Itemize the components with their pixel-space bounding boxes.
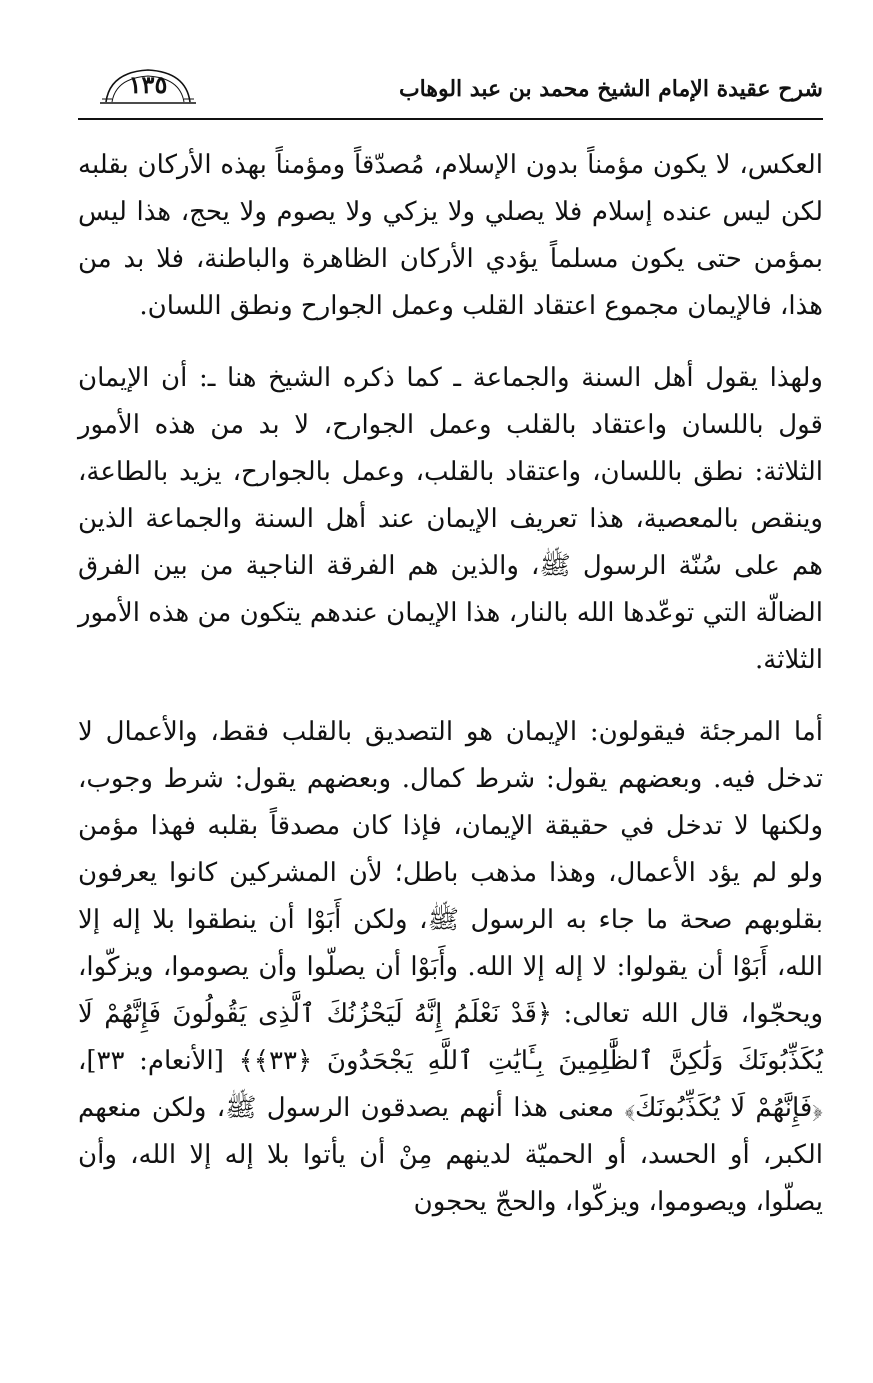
running-header: [78, 62, 823, 120]
page-number-ornament: [100, 64, 196, 106]
header-rule: [78, 118, 823, 120]
running-header-title: شرح عقيدة الإمام الشيخ محمد بن عبد الوهاب: [398, 76, 823, 102]
body-text: [78, 142, 823, 1226]
paragraph-1: العكس، لا يكون مؤمناً بدون الإسلام، مُصدّقاً ومؤمناً بهذه الأركان بقلبه لكن ليس عنده إسلام فلا يصلي ولا يزكي ولا يصوم ولا يحج، هذا ليس بمؤمن حتى يكون مسلماً يؤدي الأركان الظاهرة والباطنة، فلا بد من هذا، فالإيمان مجموع اعتقاد القلب وعمل الجوارح ونطق اللسان.: [78, 150, 823, 321]
page-number: ١٣٥: [128, 70, 168, 99]
paragraph-3: أما المرجئة فيقولون: الإيمان هو التصديق بالقلب فقط، والأعمال لا تدخل فيه. وبعضهم يقول: شرط كمال. وبعضهم يقول: شرط وجوب، ولكنها لا تدخل في حقيقة الإيمان، فإذا كان مصدقاً بقلبه فهذا مؤمن ولو لم يؤد الأعمال، وهذا مذهب باطل؛ لأن المشركين كانوا يعرفون بقلوبهم صحة ما جاء به الرسول ﷺ، ولكن أَبَوْا أن ينطقوا بلا إله إلا الله، أَبَوْا أن يقولوا: لا إله إلا الله. وأَبَوْا أن يصلّوا وأن يصوموا، ويزكّوا، ويحجّوا، قال الله تعالى: ﴿قَدْ نَعْلَمُ إِنَّهُ لَيَحْزُنُكَ ٱلَّذِى يَقُولُونَ فَإِنَّهُمْ لَا يُكَذِّبُونَكَ وَلَٰكِنَّ ٱلظَّٰلِمِينَ بِـَٔايَٰتِ ٱللَّهِ يَجْحَدُونَ ﴿٣٣﴾﴾ [الأنعام: ٣٣]، ﴿فَإِنَّهُمْ لَا يُكَذِّبُونَكَ﴾ معنى هذا أنهم يصدقون الرسول ﷺ، ولكن منعهم الكبر، أو الحسد، أو الحميّة لدينهم مِنْ أن يأتوا بلا إله إلا الله، وأن يصلّوا، ويصوموا، ويزكّوا، والحجّ يحجون: [78, 717, 823, 1217]
paragraph-2: ولهذا يقول أهل السنة والجماعة ـ كما ذكره الشيخ هنا ـ: أن الإيمان قول باللسان واعتقاد بالقلب وعمل الجوارح، لا بد من هذه الأمور الثلاثة: نطق باللسان، واعتقاد بالقلب، وعمل بالجوارح، يزيد بالطاعة، وينقص بالمعصية، هذا تعريف الإيمان عند أهل السنة والجماعة الذين هم على سُنّة الرسول ﷺ، والذين هم الفرقة الناجية من بين الفرق الضالّة التي توعّدها الله بالنار، هذا الإيمان عندهم يتكون من هذه الأمور الثلاثة.: [78, 363, 823, 675]
